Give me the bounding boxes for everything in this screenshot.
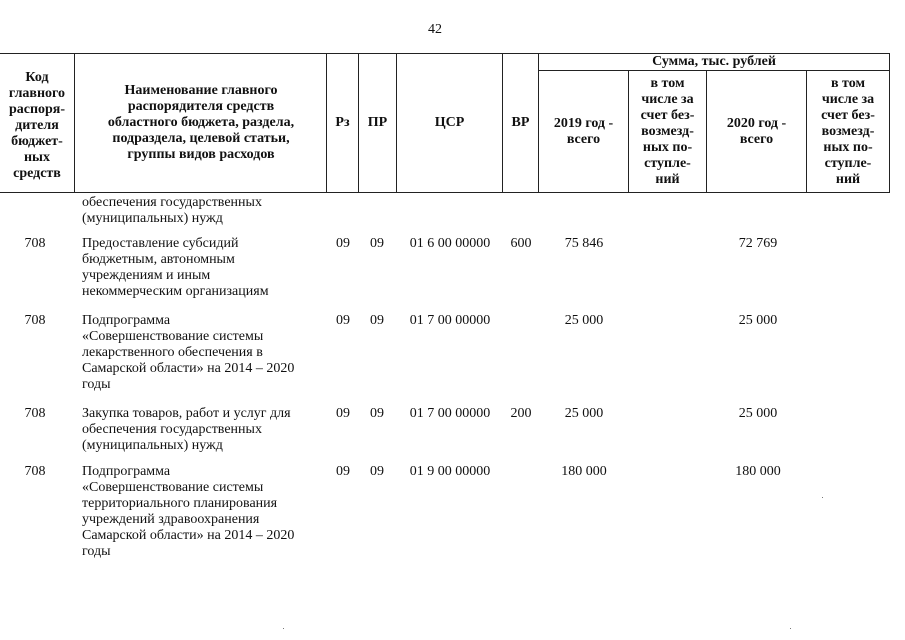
row-vr: 600 xyxy=(510,236,532,251)
header-name: Наименование главного распорядителя средств областного бюджета, раздела, подраздела, целевой статьи, группы видов расходов xyxy=(107,83,295,162)
header-vr: ВР xyxy=(511,115,530,130)
header-pr: ПР xyxy=(367,115,388,130)
row-2020-total: 25 000 xyxy=(738,313,778,328)
row-name: Подпрограмма «Совершенствование системы лекарственного обеспечения в Самарской области» на 2014 – 2020 годы xyxy=(82,313,295,392)
header-sum: Сумма, тыс. рублей xyxy=(652,53,776,69)
row-2019-total: 180 000 xyxy=(561,464,607,479)
page-number: 42 xyxy=(428,22,442,37)
row-vr: 200 xyxy=(510,406,532,421)
row-csr: 01 7 00 00000 xyxy=(409,313,491,328)
table-header xyxy=(0,53,905,193)
row-rz: 09 xyxy=(336,464,350,479)
row-rz: 09 xyxy=(336,406,350,421)
row-pr: 09 xyxy=(370,236,384,251)
header-rz: Рз xyxy=(335,115,350,130)
row-csr: 01 9 00 00000 xyxy=(409,464,491,479)
header-2019-free: в том числе за счет без- возмезд- ных по- ступле- ний xyxy=(640,75,695,187)
header-2020-total: 2020 год - всего xyxy=(726,115,787,147)
row-2020-total: 72 769 xyxy=(738,236,778,251)
row-rz: 09 xyxy=(336,313,350,328)
row-2019-total: 25 000 xyxy=(564,406,604,421)
row-name: Закупка товаров, работ и услуг для обеспечения государственных (муниципальных) нужд xyxy=(82,406,291,453)
row-rz: 09 xyxy=(336,236,350,251)
row-code: 708 xyxy=(24,236,46,251)
row-name: Предоставление субсидий бюджетным, автономным учреждениям и иным некоммерческим организациям xyxy=(82,236,269,299)
row-2019-total: 25 000 xyxy=(564,313,604,328)
col-divider xyxy=(74,53,75,193)
header-csr: ЦСР xyxy=(434,115,465,130)
row-code: 708 xyxy=(24,313,46,328)
row-code: 708 xyxy=(24,406,46,421)
header-2019-total: 2019 год - всего xyxy=(553,115,614,147)
row-csr: 01 6 00 00000 xyxy=(409,236,491,251)
col-divider xyxy=(889,53,890,193)
header-2020-free: в том числе за счет без- возмезд- ных по- ступле- ний xyxy=(821,75,875,187)
row-csr: 01 7 00 00000 xyxy=(409,406,491,421)
row-name: Подпрограмма «Совершенствование системы территориального планирования учреждений здравоохранения Самарской области» на 2014 – 2020 годы xyxy=(82,464,295,559)
scan-speck xyxy=(822,497,823,498)
row-pr: 09 xyxy=(370,406,384,421)
row-2020-total: 180 000 xyxy=(735,464,781,479)
row-name: обеспечения государственных (муниципальных) нужд xyxy=(82,195,262,226)
row-code: 708 xyxy=(24,464,46,479)
row-2019-total: 75 846 xyxy=(564,236,604,251)
row-2020-total: 25 000 xyxy=(738,406,778,421)
header-code: Код главного распоря- дителя бюджет- ных средств xyxy=(8,70,66,181)
scan-speck xyxy=(283,628,284,629)
row-pr: 09 xyxy=(370,313,384,328)
scan-speck xyxy=(790,628,791,629)
row-pr: 09 xyxy=(370,464,384,479)
